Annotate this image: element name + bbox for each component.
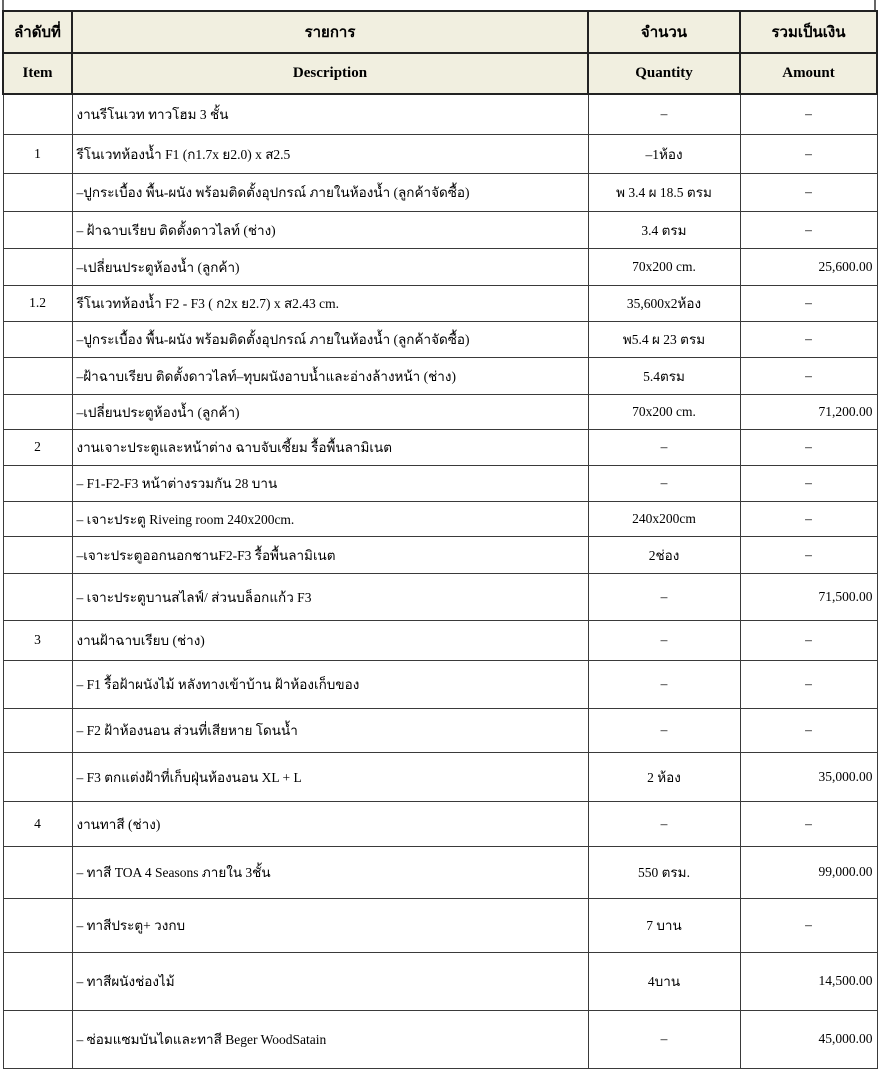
description-cell: รีโนเวทห้องน้ำ F2 - F3 ( ก2x ย2.7) x ส2.43 cm. <box>72 285 588 321</box>
description-cell: – F2 ฝ้าห้องนอน ส่วนที่เสียหาย โดนน้ำ <box>72 708 588 752</box>
item-cell <box>3 1010 72 1068</box>
amount-cell: – <box>740 134 877 173</box>
quantity-cell: – <box>588 429 740 465</box>
description-cell: –ปูกระเบื้อง พื้น-ผนัง พร้อมติดตั้งอุปกรณ์ ภายในห้องน้ำ (ลูกค้าจัดซื้อ) <box>72 321 588 357</box>
header-desc-th: รายการ <box>72 11 588 53</box>
item-cell <box>3 573 72 620</box>
item-cell <box>3 465 72 501</box>
quantity-cell: 7 บาน <box>588 898 740 952</box>
description-cell: –ฝ้าฉาบเรียบ ติดตั้งดาวไลท์–ทุบผนังอาบน้ำและอ่างล้างหน้า (ช่าง) <box>72 357 588 394</box>
description-cell: – ฝ้าฉาบเรียบ ติดตั้งดาวไลท์ (ช่าง) <box>72 211 588 248</box>
table-row <box>3 357 877 394</box>
description-cell: – F1 รื้อฝ้าผนังไม้ หลังทางเข้าบ้าน ฝ้าห้องเก็บของ <box>72 660 588 708</box>
amount-cell: 35,000.00 <box>740 752 877 801</box>
amount-cell: 71,500.00 <box>740 573 877 620</box>
item-cell <box>3 501 72 536</box>
quantity-cell: 70x200 cm. <box>588 394 740 429</box>
description-cell: – ทาสี TOA 4 Seasons ภายใน 3ชั้น <box>72 846 588 898</box>
table-row <box>3 660 877 708</box>
description-cell: งานทาสี (ช่าง) <box>72 801 588 846</box>
description-cell: งานรีโนเวท ทาวโฮม 3 ชั้น <box>72 94 588 134</box>
table-row <box>3 429 877 465</box>
table-row <box>3 536 877 573</box>
amount-cell: – <box>740 501 877 536</box>
header-amt-th: รวมเป็นเงิน <box>740 11 877 53</box>
item-cell <box>3 321 72 357</box>
description-cell: – เจาะประตู Riveing room 240x200cm. <box>72 501 588 536</box>
item-cell <box>3 708 72 752</box>
item-cell: 3 <box>3 620 72 660</box>
amount-cell: – <box>740 898 877 952</box>
quantity-cell: 5.4ตรม <box>588 357 740 394</box>
table-row <box>3 952 877 1010</box>
description-cell: งานฝ้าฉาบเรียบ (ช่าง) <box>72 620 588 660</box>
right-border-mark <box>874 0 876 10</box>
table-row <box>3 573 877 620</box>
table-row <box>3 94 877 134</box>
description-cell: – ซ่อมแซมบันไดและทาสี Beger WoodSatain <box>72 1010 588 1068</box>
amount-cell: – <box>740 211 877 248</box>
amount-cell: – <box>740 660 877 708</box>
item-cell <box>3 752 72 801</box>
item-cell <box>3 898 72 952</box>
item-cell <box>3 173 72 211</box>
description-cell: –เจาะประตูออกนอกชานF2-F3 รื้อพื้นลามิเนต <box>72 536 588 573</box>
amount-cell: 25,600.00 <box>740 248 877 285</box>
item-cell: 2 <box>3 429 72 465</box>
quantity-cell: – <box>588 660 740 708</box>
table-row <box>3 248 877 285</box>
amount-cell: – <box>740 173 877 211</box>
table-row <box>3 211 877 248</box>
item-cell <box>3 211 72 248</box>
description-cell: – F3 ตกแต่งฝ้าที่เก็บฝุ่นห้องนอน XL + L <box>72 752 588 801</box>
table-row <box>3 1010 877 1068</box>
header-desc-en: Description <box>72 53 588 94</box>
amount-cell: – <box>740 285 877 321</box>
amount-cell: – <box>740 465 877 501</box>
quantity-cell: พ5.4 ผ 23 ตรม <box>588 321 740 357</box>
quantity-cell: – <box>588 573 740 620</box>
description-cell: –เปลี่ยนประตูห้องน้ำ (ลูกค้า) <box>72 248 588 285</box>
header-item-en: Item <box>3 53 72 94</box>
table-row <box>3 752 877 801</box>
quantity-cell: – <box>588 1010 740 1068</box>
amount-cell: 45,000.00 <box>740 1010 877 1068</box>
quantity-cell: – <box>588 708 740 752</box>
table-row <box>3 173 877 211</box>
quantity-cell: – <box>588 94 740 134</box>
table-row <box>3 134 877 173</box>
quantity-cell: 3.4 ตรม <box>588 211 740 248</box>
table-row <box>3 898 877 952</box>
quantity-cell: 35,600x2ห้อง <box>588 285 740 321</box>
table-row <box>3 321 877 357</box>
description-cell: –เปลี่ยนประตูห้องน้ำ (ลูกค้า) <box>72 394 588 429</box>
item-cell <box>3 846 72 898</box>
item-cell <box>3 248 72 285</box>
amount-cell: – <box>740 94 877 134</box>
amount-cell: – <box>740 620 877 660</box>
description-cell: –ปูกระเบื้อง พื้น-ผนัง พร้อมติดตั้งอุปกรณ์ ภายในห้องน้ำ (ลูกค้าจัดซื้อ) <box>72 173 588 211</box>
header-qty-en: Quantity <box>588 53 740 94</box>
item-cell <box>3 660 72 708</box>
amount-cell: – <box>740 536 877 573</box>
amount-cell: – <box>740 429 877 465</box>
header-amt-en: Amount <box>740 53 877 94</box>
header-row-english <box>3 53 877 94</box>
quantity-cell: 240x200cm <box>588 501 740 536</box>
table-row <box>3 394 877 429</box>
quantity-cell: – <box>588 465 740 501</box>
item-cell <box>3 952 72 1010</box>
quantity-cell: 2ช่อง <box>588 536 740 573</box>
left-border-mark <box>2 0 4 10</box>
quantity-cell: 550 ตรม. <box>588 846 740 898</box>
header-item-th: ลำดับที่ <box>3 11 72 53</box>
quantity-cell: 4บาน <box>588 952 740 1010</box>
table-row <box>3 801 877 846</box>
item-cell <box>3 94 72 134</box>
item-cell: 4 <box>3 801 72 846</box>
quotation-table <box>2 10 878 1069</box>
description-cell: – ทาสีผนังช่องไม้ <box>72 952 588 1010</box>
table-row <box>3 846 877 898</box>
amount-cell: – <box>740 801 877 846</box>
quantity-cell: พ 3.4 ผ 18.5 ตรม <box>588 173 740 211</box>
amount-cell: 71,200.00 <box>740 394 877 429</box>
description-cell: – F1-F2-F3 หน้าต่างรวมกัน 28 บาน <box>72 465 588 501</box>
item-cell: 1 <box>3 134 72 173</box>
table-row <box>3 501 877 536</box>
item-cell: 1.2 <box>3 285 72 321</box>
description-cell: – ทาสีประตู+ วงกบ <box>72 898 588 952</box>
amount-cell: – <box>740 708 877 752</box>
header-row-thai <box>3 11 877 53</box>
quantity-cell: 2 ห้อง <box>588 752 740 801</box>
amount-cell: 14,500.00 <box>740 952 877 1010</box>
description-cell: รีโนเวทห้องน้ำ F1 (ก1.7x ย2.0) x ส2.5 <box>72 134 588 173</box>
top-strip <box>0 0 878 10</box>
amount-cell: – <box>740 321 877 357</box>
header-qty-th: จำนวน <box>588 11 740 53</box>
table-row <box>3 285 877 321</box>
table-row <box>3 708 877 752</box>
quantity-cell: – <box>588 620 740 660</box>
amount-cell: 99,000.00 <box>740 846 877 898</box>
item-cell <box>3 394 72 429</box>
item-cell <box>3 357 72 394</box>
quantity-cell: –1ห้อง <box>588 134 740 173</box>
table-row <box>3 465 877 501</box>
description-cell: งานเจาะประตูและหน้าต่าง ฉาบจับเซี้ยม รื้อพื้นลามิเนต <box>72 429 588 465</box>
description-cell: – เจาะประตูบานสไลฟ์/ ส่วนบล็อกแก้ว F3 <box>72 573 588 620</box>
quantity-cell: – <box>588 801 740 846</box>
quantity-cell: 70x200 cm. <box>588 248 740 285</box>
table-row <box>3 620 877 660</box>
item-cell <box>3 536 72 573</box>
amount-cell: – <box>740 357 877 394</box>
